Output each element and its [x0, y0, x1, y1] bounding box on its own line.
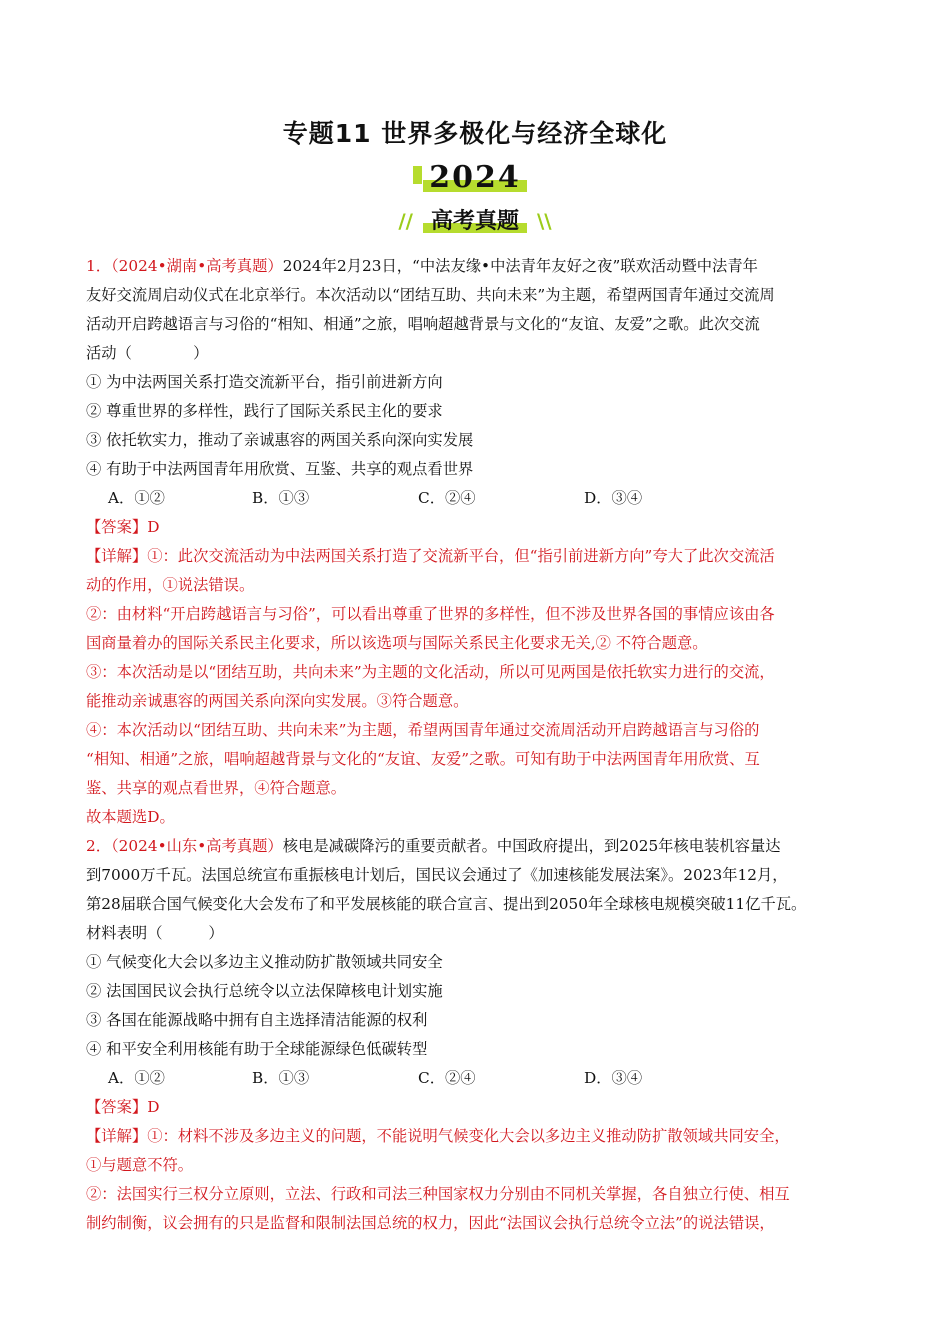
explanation-label: 【详解】	[86, 547, 148, 565]
stem-line: 材料表明（ ）	[86, 924, 224, 942]
explanation-line	[86, 1122, 872, 1151]
year-text: 2024	[429, 160, 521, 195]
option-a: A．①②	[108, 489, 165, 507]
answer-line	[86, 513, 872, 542]
statement: ② 法国国民议会执行总统令以立法保障核电计划实施	[86, 982, 443, 1000]
section-banner	[0, 204, 950, 235]
statement: ① 气候变化大会以多边主义推动防扩散领域共同安全	[86, 953, 443, 971]
option-d: D．③④	[584, 489, 643, 507]
questions-content	[86, 252, 872, 1238]
explanation-line: 鉴、共享的观点看世界，④符合题意。	[86, 779, 347, 797]
answer-value: D	[147, 1098, 160, 1116]
year-heading	[0, 160, 950, 195]
explanation-text: ①：此次交流活动为中法两国关系打造了交流新平台，但“指引前进新方向”夸大了此次交流活	[147, 547, 775, 565]
explanation-line: ②：由材料“开启跨越语言与习俗”，可以看出尊重了世界的多样性，但不涉及世界各国的事情应该由各	[86, 605, 775, 623]
slash-decoration-right-icon: \\	[537, 209, 552, 233]
explanation-line: ①与题意不符。	[86, 1156, 194, 1174]
option-c: C．②④	[418, 489, 476, 507]
statement: ③ 依托软实力，推动了亲诚惠容的两国关系向深向实发展	[86, 431, 474, 449]
explanation-line: 制约制衡，议会拥有的只是监督和限制法国总统的权力，因此“法国议会执行总统令立法”的说法错误，	[86, 1214, 775, 1232]
statement: ④ 和平安全利用核能有助于全球能源绿色低碳转型	[86, 1040, 428, 1058]
stem-line: 2024年2月23日，“中法友缘•中法青年友好之夜”联欢活动暨中法青年	[282, 257, 758, 275]
stem-line: 活动开启跨越语言与习俗的“相知、相通”之旅，唱响超越背景与文化的“友谊、友爱”之歌。此次交流	[86, 315, 760, 333]
explanation-line: 动的作用，①说法错误。	[86, 576, 255, 594]
option-d: D．③④	[584, 1069, 643, 1087]
question-stem	[86, 832, 872, 861]
statement: ① 为中法两国关系打造交流新平台，指引前进新方向	[86, 373, 443, 391]
banner-text: 高考真题	[430, 209, 519, 234]
explanation-line: ②：法国实行三权分立原则，立法、行政和司法三种国家权力分别由不同机关掌握，各自独立行使、相互	[86, 1185, 790, 1203]
explanation-line: ④：本次活动以“团结互助、共向未来”为主题，希望两国青年通过交流周活动开启跨越语言与习俗的	[86, 721, 760, 739]
year-label	[423, 160, 527, 195]
stem-line: 核电是减碳降污的重要贡献者。中国政府提出，到2025年核电装机容量达	[282, 837, 781, 855]
statement: ② 尊重世界的多样性，践行了国际关系民主化的要求	[86, 402, 443, 420]
question-source: 2．（2024•山东•高考真题）	[86, 837, 283, 855]
explanation-line: ③：本次活动是以“团结互助，共向未来”为主题的文化活动，所以可见两国是依托软实力进行的交流，	[86, 663, 775, 681]
option-c: C．②④	[418, 1069, 476, 1087]
answer-label: 【答案】	[86, 518, 148, 536]
conclusion-line: 故本题选D。	[86, 808, 175, 826]
banner-label	[419, 204, 531, 235]
stem-line: 友好交流周启动仪式在北京举行。本次活动以“团结互助、共向未来”为主题，希望两国青年通过交流周	[86, 286, 775, 304]
question-stem	[86, 252, 872, 281]
option-b: B．①③	[252, 489, 310, 507]
question-1	[86, 252, 872, 832]
explanation-label: 【详解】	[86, 1127, 148, 1145]
answer-line	[86, 1093, 872, 1122]
question-source: 1．（2024•湖南•高考真题）	[86, 257, 283, 275]
explanation-text: ①：材料不涉及多边主义的问题，不能说明气候变化大会以多边主义推动防扩散领域共同安全，	[147, 1127, 790, 1145]
year-accent-square	[413, 166, 422, 184]
stem-line: 第28届联合国气候变化大会发布了和平发展核能的联合宣言、提出到2050年全球核电规模突破11亿千瓦。	[86, 895, 807, 913]
statement: ③ 各国在能源战略中拥有自主选择清洁能源的权利	[86, 1011, 428, 1029]
answer-value: D	[147, 518, 160, 536]
explanation-line: 国商量着办的国际关系民主化要求，所以该选项与国际关系民主化要求无关,② 不符合题意。	[86, 634, 708, 652]
question-2	[86, 832, 872, 1238]
stem-line: 活动（ ）	[86, 344, 209, 362]
option-a: A．①②	[108, 1069, 165, 1087]
page-title: 专题11 世界多极化与经济全球化	[282, 119, 668, 148]
option-b: B．①③	[252, 1069, 310, 1087]
stem-line: 到7000万千瓦。法国总统宣布重振核电计划后，国民议会通过了《加速核能发展法案》。2023年12月，	[86, 866, 788, 884]
explanation-line: 能推动亲诚惠容的两国关系向深向实发展。③符合题意。	[86, 692, 469, 710]
answer-label: 【答案】	[86, 1098, 148, 1116]
answer-options	[86, 484, 872, 513]
explanation-line	[86, 542, 872, 571]
explanation-line: “相知、相通”之旅，唱响超越背景与文化的“友谊、友爱”之歌。可知有助于中法两国青年用欣赏、互	[86, 750, 760, 768]
statement: ④ 有助于中法两国青年用欣赏、互鉴、共享的观点看世界	[86, 460, 474, 478]
slash-decoration-left-icon: //	[398, 209, 413, 233]
answer-options	[86, 1064, 872, 1093]
